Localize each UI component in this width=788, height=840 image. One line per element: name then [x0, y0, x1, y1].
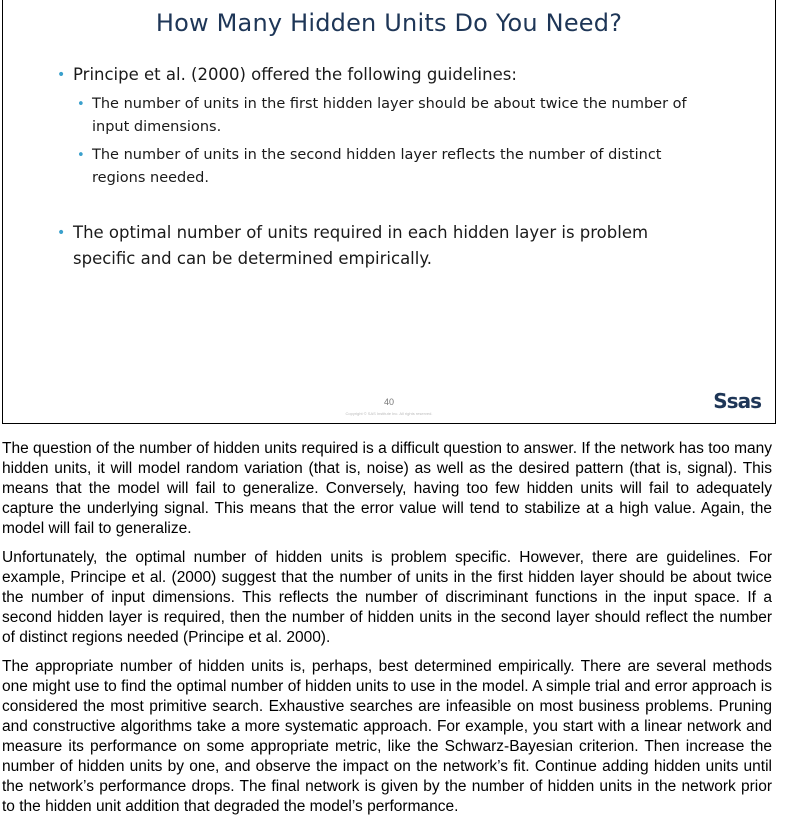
sas-logo: Ssas: [713, 389, 761, 413]
slide-title: How Many Hidden Units Do You Need?: [155, 9, 623, 37]
bullet-optimal-units: • The optimal number of units required in each hidden layer is problem specific and can be determined empirically.: [57, 220, 693, 272]
sub-bullets: [77, 93, 737, 190]
notes-paragraph-1: The question of the number of hidden units required is a difficult question to answer. If the network has too many hidden units, it will model random variation (that is, noise) as well as the desired pattern (that is, signal). This means that the model will fail to generalize. Conversely, having too few hidden units will fail to adequately capture the underlying signal. This means that the error value will tend to stabilize at a high value. Again, the model will fail to generalize.: [2, 440, 772, 537]
notes-text: [2, 439, 772, 826]
sub-bullet-second-layer: • The number of units in the second hidden layer reflects the number of distinct regions needed.: [77, 144, 708, 190]
page-number: 40: [383, 397, 394, 407]
notes-paragraph-2: Unfortunately, the optimal number of hidden units is problem specific. However, there are guidelines. For example, Principe et al. (2000) suggest that the number of units in the first hidden layer should be about twice the number of input dimensions. This reflects the number of discriminant functions in the input space. If a second hidden layer is required, then the number of hidden units in the second layer should reflect the number of distinct regions needed (Principe et al. 2000).: [2, 549, 772, 646]
notes-paragraph-3: The appropriate number of hidden units is, perhaps, best determined empirically. There are several methods one might use to find the optimal number of hidden units to use in the model. A simple trial and error approach is considered the most primitive search. Exhaustive searches are infeasible on most business problems. Pruning and constructive algorithms take a more systematic approach. For example, you start with a linear network and measure its performance on some appropriate metric, like the Schwarz-Bayesian criterion. Then increase the number of hidden units by one, and observe the impact on the network’s fit. Continue adding hidden units until the network’s performance drops. The final network is given by the number of hidden units in the network prior to the hidden unit addition that degraded the model’s performance.: [2, 658, 772, 815]
bullet-guidelines: • Principe et al. (2000) offered the following guidelines:: [57, 62, 737, 88]
slide: [2, 0, 776, 424]
slide-bullets: [57, 62, 737, 272]
copyright-text: Copyright © SAS Institute Inc. All rights reserved.: [345, 411, 433, 416]
sub-bullet-first-layer: • The number of units in the first hidden layer should be about twice the number of input dimensions.: [77, 93, 708, 139]
